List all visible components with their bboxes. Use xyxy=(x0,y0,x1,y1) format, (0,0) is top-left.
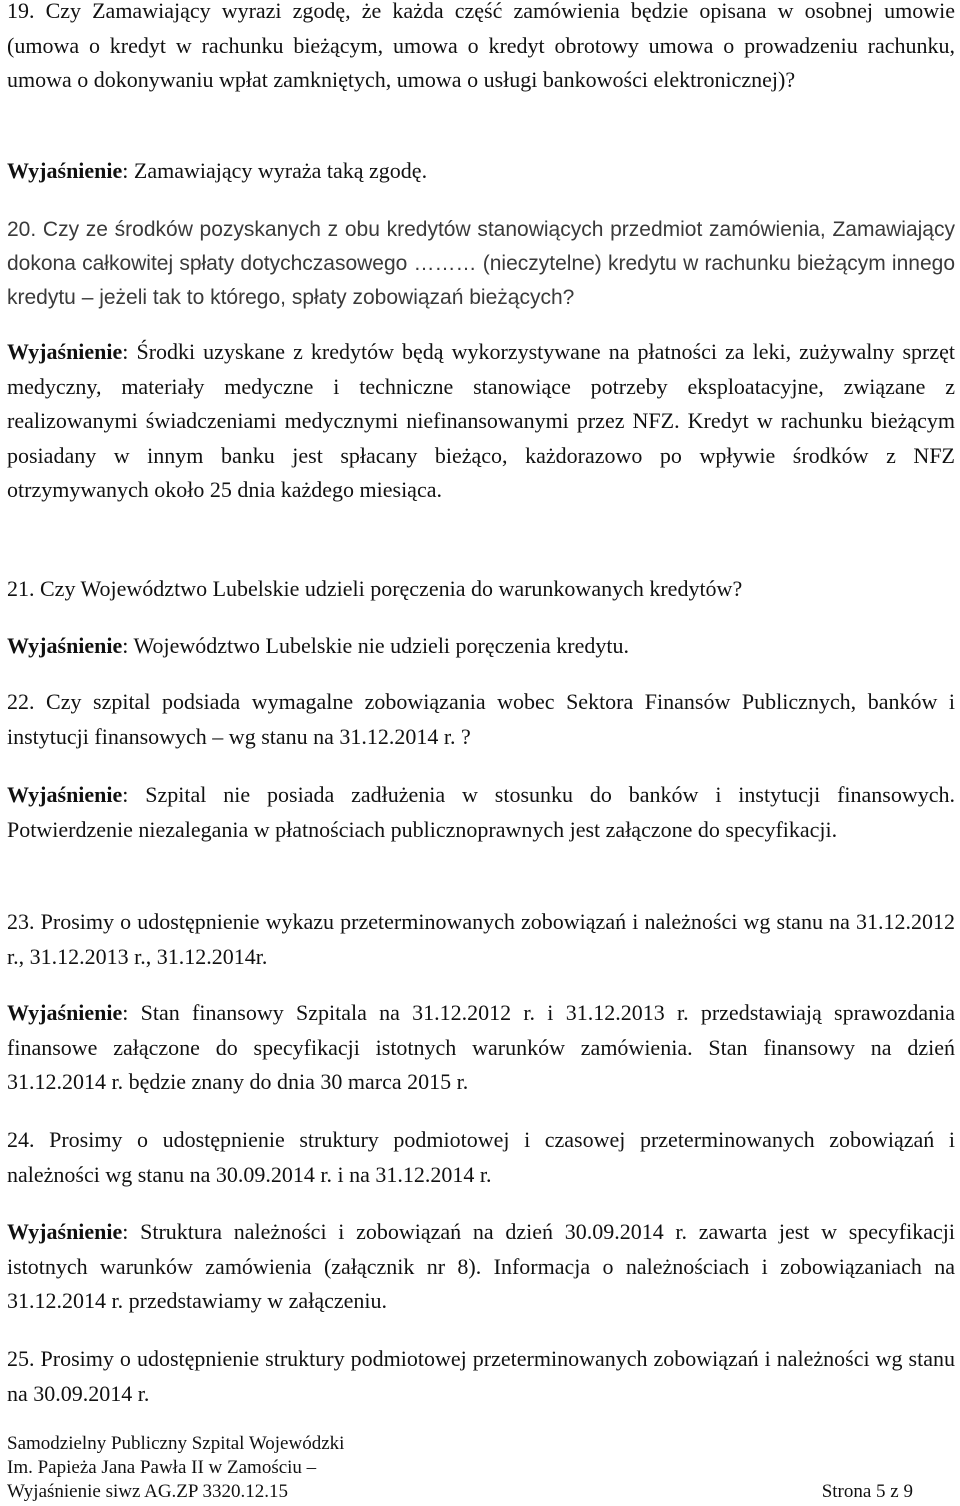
answer-text: : Województwo Lubelskie nie udzieli poręczenia kredytu. xyxy=(122,633,630,658)
answer-22 xyxy=(7,778,955,847)
answer-label: Wyjaśnienie xyxy=(7,339,123,364)
answer-24 xyxy=(7,1215,955,1319)
footer-hospital-name: Samodzielny Publiczny Szpital Wojewódzki xyxy=(7,1433,345,1454)
question-22: 22. Czy szpital podsiada wymagalne zobowiązania wobec Sektora Finansów Publicznych, banków i instytucji finansowych – wg stanu na 31.12.2014 r. ? xyxy=(7,689,955,749)
answer-label: Wyjaśnienie xyxy=(7,633,123,658)
answer-text: : Szpital nie posiada zadłużenia w stosunku do banków i instytucji finansowych. Potwierdzenie niezalegania w płatnościach publicznoprawnych jest załączone do specyfikacji. xyxy=(7,782,955,842)
page-footer xyxy=(7,1432,955,1504)
answer-text: : Środki uzyskane z kredytów będą wykorzystywane na płatności za leki, zużywalny sprzęt medyczny, materiały medyczne i techniczne stanowiące potrzeby eksploatacyjne, związane z realizowanymi świadczeniami medycznymi niefinansowanymi przez NFZ. Kredyt w rachunku bieżącym posiadany w innym banku jest spłacany bieżąco, każdorazowo po wpływie środków z NFZ otrzymywanych około 25 dnia każdego miesiąca. xyxy=(7,339,955,502)
answer-23 xyxy=(7,996,955,1100)
footer-bottom-row xyxy=(7,1480,955,1504)
answer-text: : Zamawiający wyraża taką zgodę. xyxy=(122,158,428,183)
question-19: 19. Czy Zamawiający wyrazi zgodę, że każda część zamówienia będzie opisana w osobnej umowie (umowa o kredyt w rachunku bieżącym, umowa o kredyt obrotowy umowa o prowadzeniu rachunku, umowa o dokonywaniu wpłat zamkniętych, umowa o usługi bankowości elektronicznej)? xyxy=(7,0,955,92)
footer-hospital-patron: Im. Papieża Jana Pawła II w Zamościu – xyxy=(7,1457,317,1478)
answer-21 xyxy=(7,629,955,664)
answer-text: : Struktura należności i zobowiązań na dzień 30.09.2014 r. zawarta jest w specyfikacji istotnych warunków zamówienia (załącznik nr 8). Informacja o należnościach i zobowiązaniach na 31.12.2014 r. przedstawiamy w załączeniu. xyxy=(7,1219,955,1313)
answer-label: Wyjaśnienie xyxy=(7,782,123,807)
question-20: 20. Czy ze środków pozyskanych z obu kredytów stanowiących przedmiot zamówienia, Zamawiający dokona całkowitej spłaty dotychczasowego ……… (nieczytelne) kredytu w rachunku bieżącym innego kredytu – jeżeli tak to którego, spłaty zobowiązań bieżących? xyxy=(7,218,955,309)
answer-19 xyxy=(7,154,955,189)
question-24: 24. Prosimy o udostępnienie struktury podmiotowej i czasowej przeterminowanych zobowiązań i należności wg stanu na 30.09.2014 r. i na 31.12.2014 r. xyxy=(7,1127,955,1187)
question-25: 25. Prosimy o udostępnienie struktury podmiotowej przeterminowanych zobowiązań i należności wg stanu na 30.09.2014 r. xyxy=(7,1346,955,1406)
question-21: 21. Czy Województwo Lubelskie udzieli poręczenia do warunkowanych kredytów? xyxy=(7,576,743,601)
answer-label: Wyjaśnienie xyxy=(7,1219,123,1244)
answer-label: Wyjaśnienie xyxy=(7,158,123,183)
footer-document-ref: Wyjaśnienie siwz AG.ZP 3320.12.15 xyxy=(7,1481,289,1502)
page-number: Strona 5 z 9 xyxy=(821,1481,913,1502)
answer-20 xyxy=(7,335,955,508)
answer-label: Wyjaśnienie xyxy=(7,1000,123,1025)
answer-text: : Stan finansowy Szpitala na 31.12.2012 r. i 31.12.2013 r. przedstawiają sprawozdania finansowe załączone do specyfikacji istotnych warunków zamówienia. Stan finansowy na dzień 31.12.2014 r. będzie znany do dnia 30 marca 2015 r. xyxy=(7,1000,955,1094)
question-23: 23. Prosimy o udostępnienie wykazu przeterminowanych zobowiązań i należności wg stanu na 31.12.2012 r., 31.12.2013 r., 31.12.2014r. xyxy=(7,909,955,969)
